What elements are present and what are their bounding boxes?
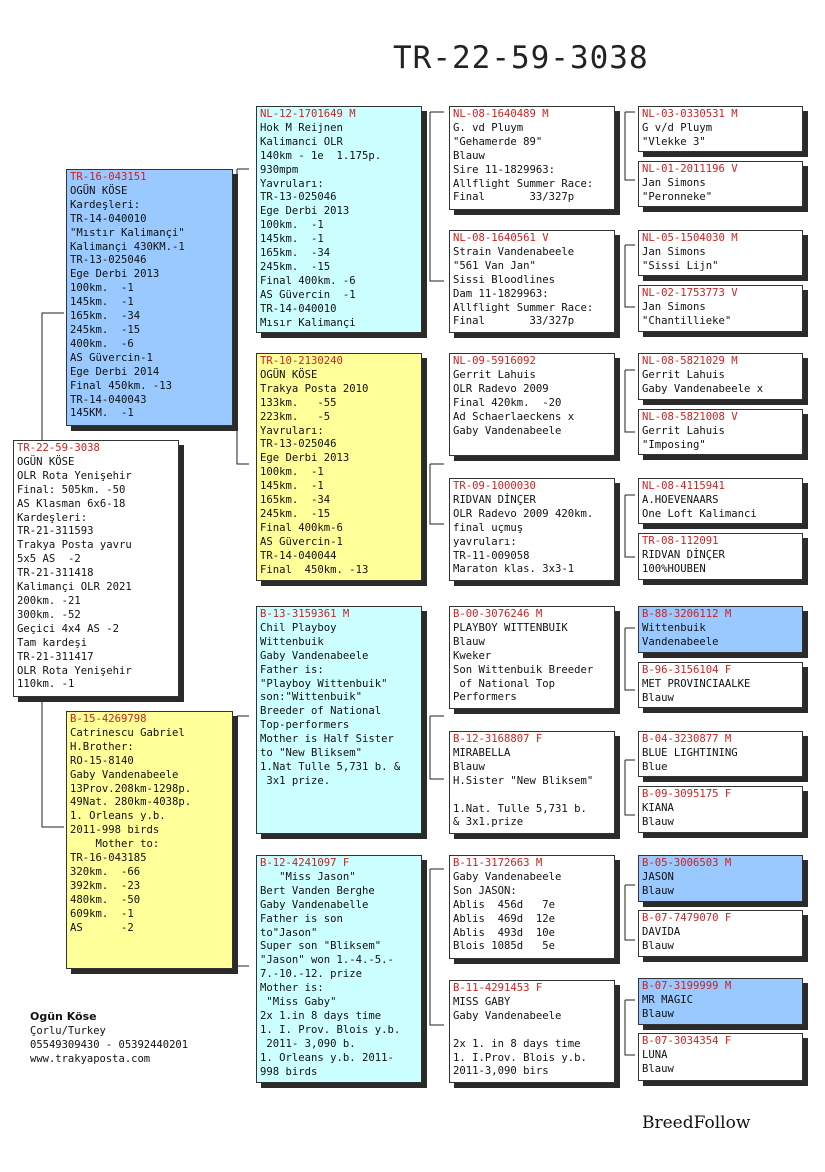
pedigree-line: TR-14-040010 — [70, 212, 147, 225]
breeder-location: Çorlu/Turkey — [30, 1025, 106, 1037]
pedigree-line: Final 33/327p — [453, 315, 575, 328]
pedigree-line: 7.-10.-12. prize — [260, 968, 363, 981]
gen5-box-11[interactable] — [638, 731, 803, 777]
pedigree-line: final uçmuş — [453, 521, 524, 534]
pedigree-line: 200km. -21 — [17, 594, 81, 607]
pedigree-line: "Sissi Lijn" — [642, 259, 719, 272]
pedigree-line: AS Güvercin -1 — [260, 288, 356, 301]
gen5-box-7[interactable] — [638, 478, 803, 524]
pedigree-line: 145km. -1 — [260, 233, 324, 246]
pedigree-line: LUNA — [642, 1048, 668, 1061]
pedigree-line: Sissi Bloodlines — [453, 273, 556, 286]
gen4-box-5[interactable] — [449, 606, 615, 709]
pedigree-line: BLUE LIGHTINING — [642, 746, 738, 759]
pedigree-line: AS Güvercin-1 — [70, 351, 153, 364]
gen4-box-1[interactable] — [449, 106, 615, 210]
pedigree-line: Trakya Posta yavru — [17, 539, 132, 552]
pedigree-line: Gaby Vandenabeele — [453, 424, 562, 437]
pedigree-line: to "New Bliksem" — [260, 747, 363, 760]
pedigree-line: MR MAGIC — [642, 993, 694, 1006]
pedigree-line: Top-performers — [260, 719, 350, 732]
pedigree-line: Geçici 4x4 AS -2 — [17, 622, 120, 635]
pedigree-line: Final 420km. -20 — [453, 396, 562, 409]
pedigree-line: Final 450km. -13 — [70, 379, 173, 392]
ring-number: NL-08-1640561 V — [453, 232, 549, 244]
subject-box[interactable] — [13, 440, 179, 697]
gen4-box-7[interactable] — [449, 855, 615, 959]
pedigree-line: to"Jason" — [260, 926, 318, 939]
pedigree-line: Gerrit Lahuis — [453, 368, 536, 381]
pedigree-line: Final 33/327p — [453, 191, 575, 204]
pedigree-line: 1.Nat. Tulle 5,731 b. — [453, 802, 587, 815]
pedigree-line: JASON — [642, 870, 674, 883]
pedigree-line: "Chantillieke" — [642, 314, 732, 327]
pedigree-line: Allflight Summer Race: — [453, 177, 594, 190]
ring-number: NL-08-5821008 V — [642, 411, 738, 423]
pedigree-line: Yavruları: — [260, 424, 324, 437]
pedigree-line: "Vlekke 3" — [642, 135, 706, 148]
pedigree-line: 13Prov.208km-1298p. — [70, 782, 192, 795]
pedigree-line: "Miss Gaby" — [260, 996, 337, 1009]
pedigree-line: 165km. -34 — [260, 247, 331, 260]
ring-number: B-15-4269798 — [70, 713, 147, 725]
pedigree-line: Blue — [642, 760, 668, 773]
pedigree-line: MET PROVINCIAALKE — [642, 677, 751, 690]
pedigree-line: Jan Simons — [642, 245, 706, 258]
pedigree-line: OLR Rota Yenişehir — [17, 664, 132, 677]
pedigree-line — [453, 789, 611, 803]
pedigree-line: Tam kardeşi — [17, 636, 88, 649]
ring-number: TR-09-1000030 — [453, 480, 536, 492]
pedigree-line: 320km. -66 — [70, 865, 141, 878]
pedigree-line: Jan Simons — [642, 176, 706, 189]
gen4-box-6[interactable] — [449, 731, 615, 834]
pedigree-line: "Jason" won 1.-4.-5.- — [260, 954, 394, 967]
pedigree-line: "Mıstır Kalimançi" — [70, 226, 185, 239]
pedigree-line: Son Wittenbuik Breeder — [453, 663, 594, 676]
pedigree-line: & 3x1.prize — [453, 816, 524, 829]
pedigree-line — [453, 1024, 611, 1038]
pedigree-line: 1. I.Prov. Blois y.b. — [453, 1051, 587, 1064]
pedigree-line: Sire 11-1829963: — [453, 163, 556, 176]
pedigree-line: of National Top — [453, 677, 556, 690]
pedigree-line: Blauw — [642, 815, 674, 828]
pedigree-line: Wittenbuik — [642, 621, 706, 634]
pedigree-line: Son JASON: — [453, 884, 517, 897]
breeder-website[interactable]: www.trakyaposta.com — [30, 1053, 151, 1065]
pedigree-line: Ablis 456d 7e — [453, 898, 556, 911]
pedigree-line: 145km. -1 — [70, 296, 134, 309]
pedigree-line: Kardeşleri: — [70, 198, 141, 211]
gen5-box-9[interactable] — [638, 606, 803, 653]
pedigree-line: Bert Vanden Berghe — [260, 884, 375, 897]
ring-number: NL-08-5821029 M — [642, 355, 738, 367]
ring-number: TR-08-112091 — [642, 535, 719, 547]
pedigree-line: Blauw — [642, 1062, 674, 1075]
pedigree-line: PLAYBOY WITTENBUIK — [453, 621, 568, 634]
pedigree-line: Kalimançi 430KM.-1 — [70, 240, 185, 253]
pedigree-line: DAVIDA — [642, 925, 681, 938]
pedigree-line: 110km. -1 — [17, 678, 75, 691]
ring-number: NL-05-1504030 M — [642, 232, 738, 244]
page-title: TR-22-59-3038 — [393, 40, 649, 76]
pedigree-line: 2011-3,090 birs — [453, 1065, 549, 1078]
pedigree-line: Gaby Vandenabeele — [453, 870, 562, 883]
pedigree-line: TR-14-040044 — [260, 549, 337, 562]
pedigree-line: Mother is: — [260, 982, 324, 995]
pedigree-line: "Miss Jason" — [260, 870, 356, 883]
ring-number: NL-03-0330531 M — [642, 108, 738, 120]
pedigree-line: Dam 11-1829963: — [453, 287, 549, 300]
gen5-box-16[interactable] — [638, 1033, 803, 1081]
pedigree-line: Final 400km. -6 — [260, 274, 356, 287]
pedigree-line: Performers — [453, 691, 517, 704]
pedigree-line: KIANA — [642, 801, 674, 814]
ring-number: TR-16-043151 — [70, 171, 147, 183]
pedigree-line: Kalimançi OLR 2021 — [17, 581, 132, 594]
pedigree-line: 2011-998 birds — [70, 824, 160, 837]
pedigree-line: AS Güvercin-1 — [260, 535, 343, 548]
gen4-box-3[interactable] — [449, 353, 615, 456]
pedigree-line: Ablis 469d 12e — [453, 912, 556, 925]
ring-number: B-07-3199999 M — [642, 980, 732, 992]
pedigree-line: Ablis 493d 10e — [453, 926, 556, 939]
pedigree-line: 3x1 prize. — [260, 774, 331, 787]
sire-box[interactable] — [66, 169, 233, 426]
pedigree-line: "561 Van Jan" — [453, 259, 536, 272]
pedigree-line: 100km. -1 — [260, 466, 324, 479]
pedigree-line: Gaby Vandenabeele — [260, 649, 369, 662]
pedigree-line: Hok M Reijnen — [260, 121, 343, 134]
ring-number: B-04-3230877 M — [642, 733, 732, 745]
pedigree-line: "Playboy Wittenbuik" — [260, 677, 388, 690]
pedigree-line: 5x5 AS -2 — [17, 553, 81, 566]
gen5-box-2[interactable] — [638, 161, 803, 207]
pedigree-line: Blauw — [453, 149, 485, 162]
pedigree-line: 49Nat. 280km-4038p. — [70, 796, 192, 809]
pedigree-line: Father is: — [260, 663, 324, 676]
gen4-box-2[interactable] — [449, 230, 615, 333]
pedigree-line: Ege Derbi 2014 — [70, 365, 160, 378]
pedigree-line: 1. I. Prov. Blois y.b. — [260, 1023, 401, 1036]
pedigree-line: Final: 505km. -50 — [17, 483, 126, 496]
ring-number: B-09-3095175 F — [642, 788, 732, 800]
pedigree-line: 480km. -50 — [70, 893, 141, 906]
sire-sire-box[interactable] — [256, 106, 422, 333]
pedigree-line: 133km. -55 — [260, 396, 337, 409]
pedigree-line: 165km. -34 — [70, 310, 141, 323]
pedigree-line: 609km. -1 — [70, 907, 134, 920]
ring-number: B-11-3172663 M — [453, 857, 543, 869]
gen5-box-5[interactable] — [638, 353, 803, 400]
pedigree-line: TR-21-311417 — [17, 650, 94, 663]
pedigree-line: Mother is Half Sister — [260, 733, 394, 746]
pedigree-line: Ege Derbi 2013 — [70, 268, 160, 281]
pedigree-line: Chil Playboy — [260, 621, 337, 634]
pedigree-line: 245km. -15 — [260, 260, 331, 273]
pedigree-line: Blois 1085d 5e — [453, 940, 556, 953]
pedigree-line: RO-15-8140 — [70, 754, 134, 767]
pedigree-line: OGÜN KÖSE — [17, 455, 75, 468]
gen5-box-3[interactable] — [638, 230, 803, 276]
pedigree-line: H.Brother: — [70, 740, 134, 753]
pedigree-line: Kardeşleri: — [17, 511, 88, 524]
pedigree-line: Allflight Summer Race: — [453, 301, 594, 314]
pedigree-line: 100%HOUBEN — [642, 562, 706, 575]
pedigree-line: TR-13-025046 — [70, 254, 147, 267]
gen5-box-10[interactable] — [638, 662, 803, 708]
pedigree-line: Mother to: — [70, 838, 160, 851]
pedigree-line: Wittenbuik — [260, 635, 324, 648]
pedigree-line: 300km. -52 — [17, 608, 81, 621]
pedigree-line: Jan Simons — [642, 300, 706, 313]
pedigree-line: Kalimanci OLR — [260, 135, 343, 148]
gen5-box-8[interactable] — [638, 533, 803, 580]
pedigree-line: 223km. -5 — [260, 410, 331, 423]
pedigree-line: G v/d Pluym — [642, 121, 713, 134]
dam-sire-box[interactable] — [256, 606, 422, 834]
ring-number: TR-22-59-3038 — [17, 442, 100, 454]
pedigree-line: AS -2 — [70, 921, 134, 934]
pedigree-line: 2x 1.in 8 days time — [260, 1009, 382, 1022]
pedigree-line: 1. Orleans y.b. 2011- — [260, 1051, 394, 1064]
pedigree-line: TR-14-040043 — [70, 393, 147, 406]
gen5-box-13[interactable] — [638, 855, 803, 902]
ring-number: B-96-3156104 F — [642, 664, 732, 676]
dam-box[interactable] — [66, 711, 233, 969]
pedigree-line: Ege Derbi 2013 — [260, 205, 350, 218]
brand-logo-text: BreedFollow — [642, 1113, 751, 1133]
pedigree-line: Final 450km. -13 — [260, 563, 369, 576]
gen5-box-15[interactable] — [638, 978, 803, 1025]
ring-number: B-00-3076246 M — [453, 608, 543, 620]
pedigree-line: One Loft Kalimanci — [642, 507, 757, 520]
pedigree-line: G. vd Pluym — [453, 121, 524, 134]
ring-number: NL-12-1701649 M — [260, 108, 356, 120]
pedigree-line: 2x 1. in 8 days time — [453, 1037, 581, 1050]
pedigree-line: Kweker — [453, 649, 492, 662]
dam-dam-box[interactable] — [256, 855, 422, 1083]
pedigree-line: yavruları: — [453, 535, 517, 548]
ring-number: B-11-4291453 F — [453, 982, 543, 994]
ring-number: NL-08-4115941 — [642, 480, 725, 492]
ring-number: NL-08-1640489 M — [453, 108, 549, 120]
gen5-box-1[interactable] — [638, 106, 803, 152]
pedigree-line: 100km. -1 — [260, 219, 324, 232]
pedigree-line: Super son "Bliksem" — [260, 940, 382, 953]
pedigree-line: 930mpm — [260, 163, 299, 176]
pedigree-line: Yavruları: — [260, 177, 324, 190]
pedigree-line: OGÜN KÖSE — [70, 184, 128, 197]
pedigree-line: 245km. -15 — [260, 507, 331, 520]
pedigree-line: TR-21-311593 — [17, 525, 94, 538]
pedigree-line: H.Sister "New Bliksem" — [453, 774, 594, 787]
pedigree-line: 1. Orleans y.b. — [70, 810, 166, 823]
pedigree-line: 392km. -23 — [70, 879, 141, 892]
gen5-box-14[interactable] — [638, 910, 803, 957]
pedigree-line: Catrinescu Gabriel — [70, 726, 185, 739]
pedigree-line: Breeder of National — [260, 705, 382, 718]
pedigree-line: OLR Radevo 2009 420km. — [453, 507, 594, 520]
ring-number: B-12-4241097 F — [260, 857, 350, 869]
gen5-box-6[interactable] — [638, 409, 803, 455]
gen4-box-4[interactable] — [449, 478, 615, 581]
pedigree-line: Blauw — [642, 691, 674, 704]
pedigree-line: TR-11-009058 — [453, 549, 530, 562]
pedigree-line: TR-13-025046 — [260, 191, 337, 204]
breeder-phones: 05549309430 - 05392440201 — [30, 1039, 189, 1051]
ring-number: B-13-3159361 M — [260, 608, 350, 620]
pedigree-line: Trakya Posta 2010 — [260, 382, 369, 395]
pedigree-line: Blauw — [642, 1007, 674, 1020]
pedigree-line: Gerrit Lahuis — [642, 368, 725, 381]
pedigree-line: Vandenabeele — [642, 635, 719, 648]
pedigree-line: AS Klasman 6x6-18 — [17, 497, 126, 510]
breeder-name: Ogün Köse — [30, 1010, 97, 1023]
pedigree-line: MIRABELLA — [453, 746, 511, 759]
ring-number: NL-02-1753773 V — [642, 287, 738, 299]
ring-number: TR-10-2130240 — [260, 355, 343, 367]
pedigree-line: TR-16-043185 — [70, 852, 147, 865]
pedigree-line: "Peronneke" — [642, 190, 713, 203]
pedigree-line: Blauw — [642, 884, 674, 897]
pedigree-line: 400km. -6 — [70, 337, 134, 350]
pedigree-line: 245km. -15 — [70, 323, 141, 336]
pedigree-line: 100km. -1 — [70, 282, 134, 295]
breeder-contact — [30, 1010, 188, 1066]
gen4-box-8[interactable] — [449, 980, 615, 1083]
pedigree-line: Ad Schaerlaeckens x — [453, 410, 575, 423]
ring-number: B-05-3006503 M — [642, 857, 732, 869]
pedigree-line: RIDVAN DİNÇER — [453, 493, 536, 506]
pedigree-line: TR-14-040010 — [260, 302, 337, 315]
gen5-box-4[interactable] — [638, 285, 803, 332]
ring-number: B-12-3168807 F — [453, 733, 543, 745]
pedigree-line: Strain Vandenabeele — [453, 245, 575, 258]
pedigree-line: TR-21-311418 — [17, 567, 94, 580]
pedigree-line: 1.Nat Tulle 5,731 b. & — [260, 760, 401, 773]
pedigree-line: Father is son — [260, 912, 343, 925]
ring-number: B-07-3034354 F — [642, 1035, 732, 1047]
pedigree-line: son:"Wittenbuik" — [260, 691, 363, 704]
pedigree-line: Gaby Vandenabeele — [453, 1009, 562, 1022]
ring-number: B-07-7479070 F — [642, 912, 732, 924]
pedigree-line: Gaby Vandenabelle — [260, 898, 369, 911]
pedigree-line: A.HOEVENAARS — [642, 493, 719, 506]
pedigree-line: TR-13-025046 — [260, 438, 337, 451]
pedigree-line: 145KM. -1 — [70, 407, 134, 420]
pedigree-line: Blauw — [453, 760, 485, 773]
pedigree-line: Gaby Vandenabeele x — [642, 382, 764, 395]
ring-number: NL-01-2011196 V — [642, 163, 738, 175]
pedigree-line: Mısır Kalimançi — [260, 316, 356, 329]
pedigree-line: Blauw — [453, 635, 485, 648]
ring-number: NL-09-5916092 — [453, 355, 536, 367]
pedigree-line: Maraton klas. 3x3-1 — [453, 563, 575, 576]
pedigree-line: 165km. -34 — [260, 494, 331, 507]
sire-dam-box[interactable] — [256, 353, 422, 581]
pedigree-line: 145km. -1 — [260, 480, 324, 493]
pedigree-line: "Gehamerde 89" — [453, 135, 543, 148]
pedigree-line: Gaby Vandenabeele — [70, 768, 179, 781]
pedigree-line: Ege Derbi 2013 — [260, 452, 350, 465]
pedigree-line: OLR Rota Yenişehir — [17, 469, 132, 482]
pedigree-line: Final 400km-6 — [260, 521, 343, 534]
pedigree-line: Gerrit Lahuis — [642, 424, 725, 437]
pedigree-line: 998 birds — [260, 1065, 318, 1078]
pedigree-line: 140km - 1e 1.175p. — [260, 149, 382, 162]
pedigree-line: "Imposing" — [642, 438, 706, 451]
pedigree-line: OLR Radevo 2009 — [453, 382, 549, 395]
pedigree-line: 2011- 3,090 b. — [260, 1037, 356, 1050]
pedigree-line: OGÜN KÖSE — [260, 368, 318, 381]
pedigree-line: Blauw — [642, 939, 674, 952]
gen5-box-12[interactable] — [638, 786, 803, 833]
pedigree-line: MISS GABY — [453, 995, 511, 1008]
ring-number: B-88-3206112 M — [642, 608, 732, 620]
pedigree-line: RIDVAN DİNÇER — [642, 548, 725, 561]
